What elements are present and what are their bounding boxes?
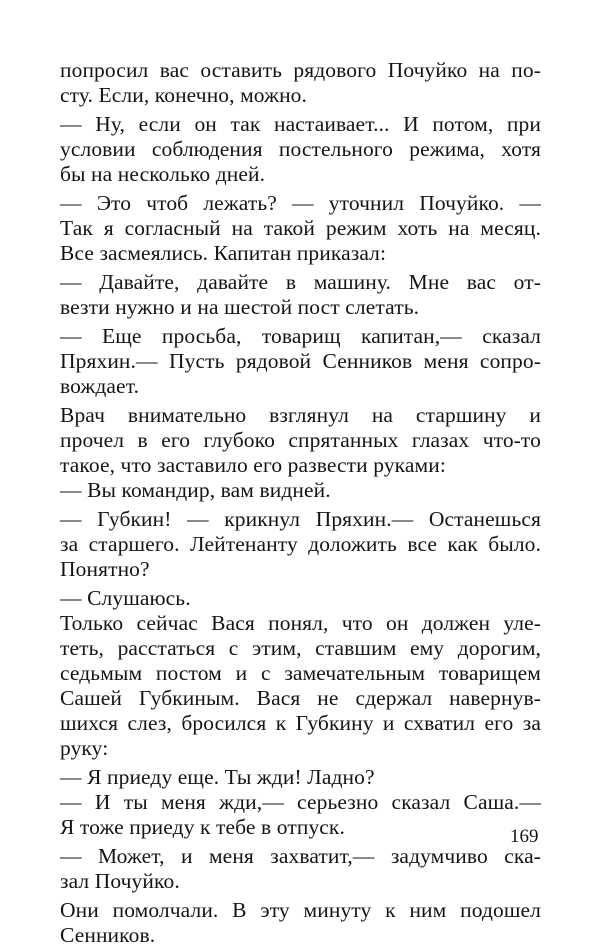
text-line: шихся слез, бросился к Губкину и схватил его за <box>60 711 541 735</box>
text-line: Сашей Губкиным. Вася не сдержал навернув- <box>60 686 541 710</box>
text-line: попросил вас оставить рядового Почуйко на по- <box>60 58 541 82</box>
text-line: Я тоже приеду к тебе в отпуск. <box>60 815 345 839</box>
text-line: руку: <box>60 736 109 760</box>
text-line: Все засмеялись. Капитан приказал: <box>60 241 387 265</box>
text-line: вождает. <box>60 374 140 398</box>
text-line: — Давайте, давайте в машину. Мне вас от- <box>60 270 541 294</box>
text-line: теть, расстаться с этим, ставшим ему дорогим, <box>60 636 541 660</box>
text-line: сту. Если, конечно, можно. <box>60 83 308 107</box>
text-line: Сенников. <box>60 923 156 947</box>
text-line: — Еще просьба, товарищ капитан,— сказал <box>60 324 541 348</box>
text-line: — Вы командир, вам видней. <box>60 478 331 502</box>
text-line: Пряхин.— Пусть рядовой Сенников меня сопро- <box>60 349 541 373</box>
text-line: везти нужно и на шестой пост слетать. <box>60 295 420 319</box>
text-line: — Это чтоб лежать? — уточнил Почуйко. — <box>60 191 541 215</box>
text-line: — И ты меня жди,— серьезно сказал Саша.— <box>60 790 541 814</box>
text-line: Они помолчали. В эту минуту к ним подошел <box>60 898 541 922</box>
text-line: — Губкин! — крикнул Пряхин.— Останешься <box>60 507 541 531</box>
text-line: — Слушаюсь. <box>60 586 191 610</box>
text-line: — Я приеду еще. Ты жди! Ладно? <box>60 765 375 789</box>
text-line: — Ну, если он так настаивает... И потом, при <box>60 112 541 136</box>
text-line: такое, что заставило его развести руками: <box>60 453 446 477</box>
text-line: — Может, и меня захватит,— задумчиво ска- <box>60 844 541 868</box>
text-line: седьмым постом и с замечательным товарищем <box>60 661 541 685</box>
text-line: бы на несколько дней. <box>60 162 266 186</box>
text-line: Так я согласный на такой режим хоть на месяц. <box>60 216 541 240</box>
text-line: условии соблюдения постельного режима, хотя <box>60 137 541 161</box>
text-line: прочел в его глубоко спрятанных глазах что-то <box>60 428 541 452</box>
page-number: 169 <box>510 826 539 847</box>
text-line: Только сейчас Вася понял, что он должен уле- <box>60 611 541 635</box>
text-line: за старшего. Лейтенанту доложить все как было. <box>60 532 541 556</box>
text-line: зал Почуйко. <box>60 869 180 893</box>
text-line: Понятно? <box>60 557 150 581</box>
text-line: Врач внимательно взглянул на старшину и <box>60 403 541 427</box>
